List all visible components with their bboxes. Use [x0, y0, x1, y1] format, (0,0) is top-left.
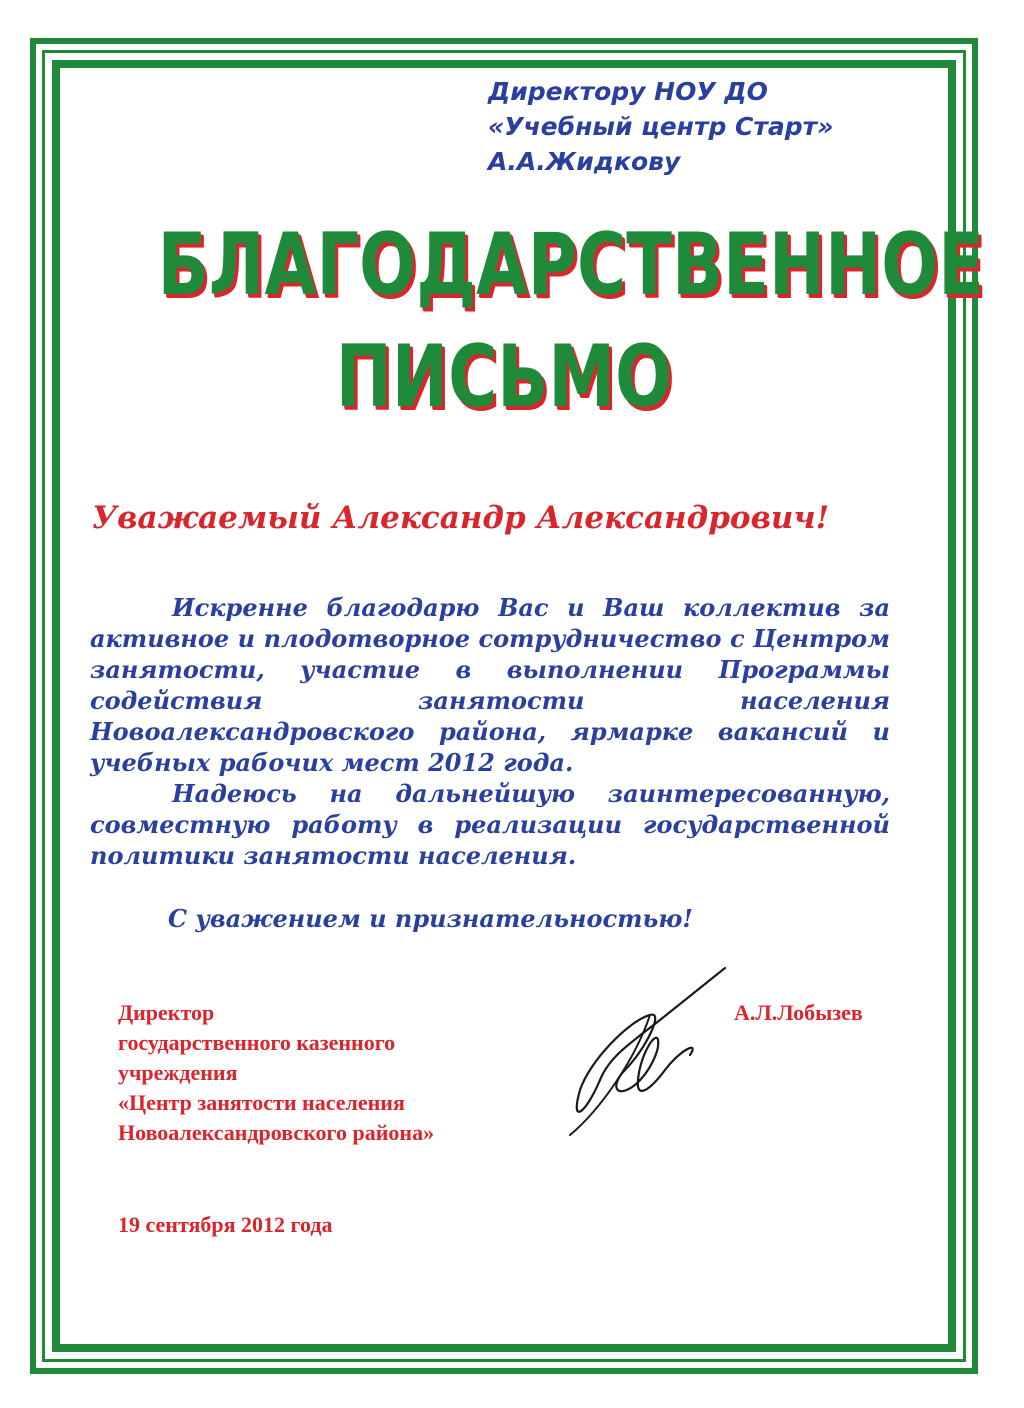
handwritten-signature [540, 960, 760, 1140]
signer-line: государственного казенного [118, 1030, 396, 1055]
body-paragraph: Надеюсь на дальнейшую заинтересованную, совместную работу в реализации государственной политики занятости населения. [90, 779, 890, 870]
letter-date: 19 сентября 2012 года [118, 1212, 333, 1237]
signer-line: «Центр занятости населения [118, 1090, 405, 1115]
signer-block [118, 998, 558, 1148]
body-paragraph: Искренне благодарю Вас и Ваш коллектив за активное и плодотворное сотрудничество с Центром занятости, участие в выполнении Программы содействия занятости населения Новоалександровского района, ярмарке вакансий и учебных рабочих мест 2012 года. [90, 593, 890, 777]
letter-title-line1: БЛАГОДАРСТВЕННОЕ [157, 215, 985, 315]
addressee-line: «Учебный центр Старт» [488, 112, 834, 141]
addressee-line: Директору НОУ ДО [488, 77, 768, 106]
addressee-block [488, 74, 928, 179]
signer-line: Новоалександровского района» [118, 1120, 435, 1145]
closing-line: С уважением и признательностью! [168, 904, 693, 933]
signer-line: Директор [118, 1000, 215, 1025]
addressee-line: А.А.Жидкову [488, 147, 681, 176]
letter-body [90, 592, 890, 871]
greeting: Уважаемый Александр Александрович! [92, 500, 830, 536]
signer-name: А.Л.Лобызев [734, 1000, 863, 1025]
signer-line: учреждения [118, 1060, 238, 1085]
letter-title-line2: ПИСЬМО [335, 327, 673, 427]
